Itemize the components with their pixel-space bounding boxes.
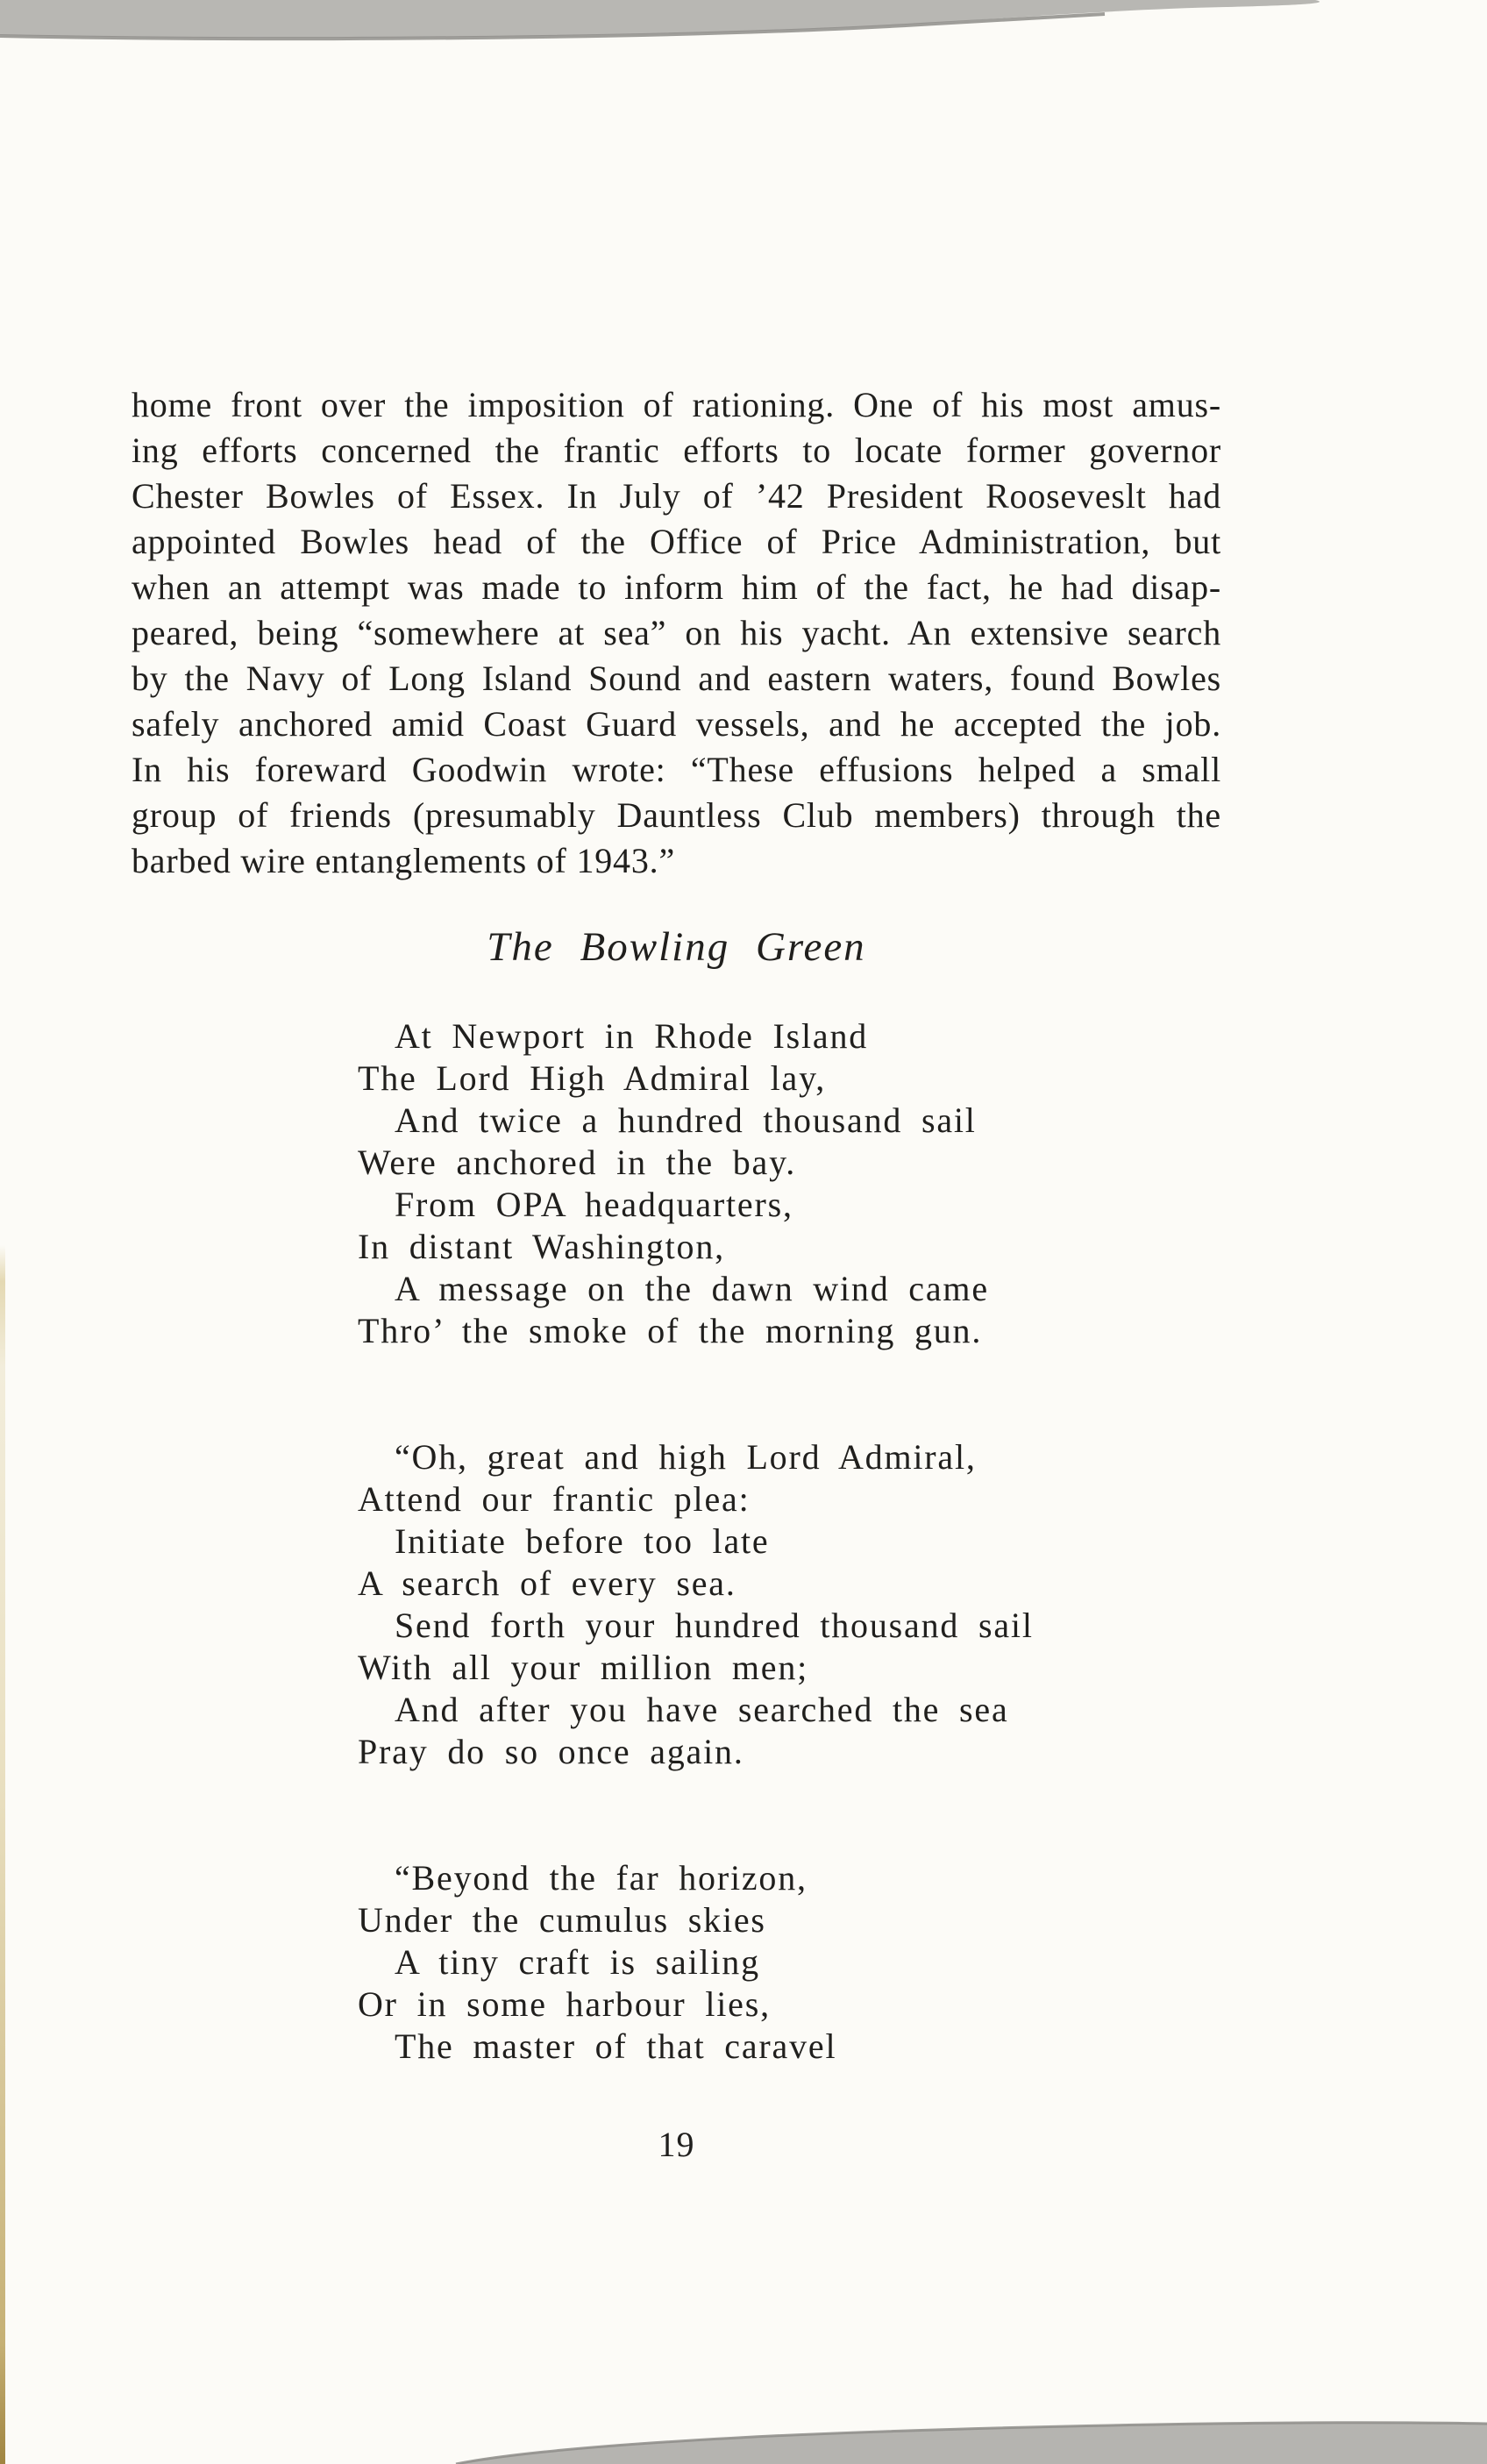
- poem-stanza: [358, 1857, 1034, 2068]
- poem-line: From OPA headquarters,: [395, 1185, 793, 1224]
- paragraph-line: when an attempt was made to inform him of the fact, he had disap-: [132, 567, 1221, 607]
- poem-line: A search of every sea.: [358, 1563, 736, 1603]
- poem-line: A message on the dawn wind came: [395, 1269, 989, 1308]
- paragraph-line: ing efforts concerned the frantic efforts to locate former governor: [132, 431, 1221, 470]
- poem-line: Pray do so once again.: [358, 1732, 744, 1771]
- paragraph-line: safely anchored amid Coast Guard vessels, and he accepted the job.: [132, 704, 1221, 744]
- body-paragraph: [132, 382, 1221, 884]
- paragraph-line: peared, being “somewhere at sea” on his yacht. An extensive search: [132, 613, 1221, 652]
- poem-title: The Bowling Green: [487, 924, 866, 970]
- poem-stanza: [358, 1015, 1034, 1352]
- paragraph-line: Chester Bowles of Essex. In July of ’42 President Rooseveslt had: [132, 476, 1221, 516]
- poem-line: A tiny craft is sailing: [395, 1942, 760, 1982]
- paragraph-line: group of friends (presumably Dauntless Club members) through the: [132, 795, 1221, 835]
- poem-line: With all your million men;: [358, 1648, 809, 1687]
- paragraph-line: appointed Bowles head of the Office of Price Administration, but: [132, 522, 1221, 561]
- poem-line: Initiate before too late: [395, 1521, 770, 1561]
- poem-line: Send forth your hundred thousand sail: [395, 1606, 1034, 1645]
- poem-line: The master of that caravel: [395, 2026, 837, 2066]
- poem-line: In distant Washington,: [358, 1227, 725, 1266]
- poem-line: Attend our frantic plea:: [358, 1479, 751, 1519]
- scan-edge-bottom: [0, 2403, 1487, 2464]
- poem-stanza: [358, 1436, 1034, 1773]
- poem-line: Under the cumulus skies: [358, 1900, 766, 1940]
- scan-edge-top: [0, 0, 1487, 61]
- poem-line: “Beyond the far horizon,: [395, 1858, 808, 1898]
- paragraph-line: In his foreward Goodwin wrote: “These effusions helped a small: [132, 750, 1221, 789]
- poem-line: “Oh, great and high Lord Admiral,: [395, 1437, 977, 1477]
- paragraph-line: home front over the imposition of rationing. One of his most amus-: [132, 385, 1221, 424]
- scan-edge-left: [0, 1245, 5, 2464]
- poem-line: And after you have searched the sea: [395, 1690, 1009, 1729]
- paragraph-line: barbed wire entanglements of 1943.”: [132, 841, 676, 880]
- poem-line: The Lord High Admiral lay,: [358, 1058, 827, 1098]
- poem-line: Or in some harbour lies,: [358, 1984, 771, 2024]
- poem-line: Thro’ the smoke of the morning gun.: [358, 1311, 983, 1350]
- page-number: 19: [658, 2125, 695, 2164]
- poem-line: And twice a hundred thousand sail: [395, 1100, 977, 1140]
- poem: [358, 1015, 1034, 2068]
- poem-line: At Newport in Rhode Island: [395, 1016, 869, 1056]
- poem-line: Were anchored in the bay.: [358, 1143, 797, 1182]
- paragraph-line: by the Navy of Long Island Sound and eastern waters, found Bowles: [132, 659, 1221, 698]
